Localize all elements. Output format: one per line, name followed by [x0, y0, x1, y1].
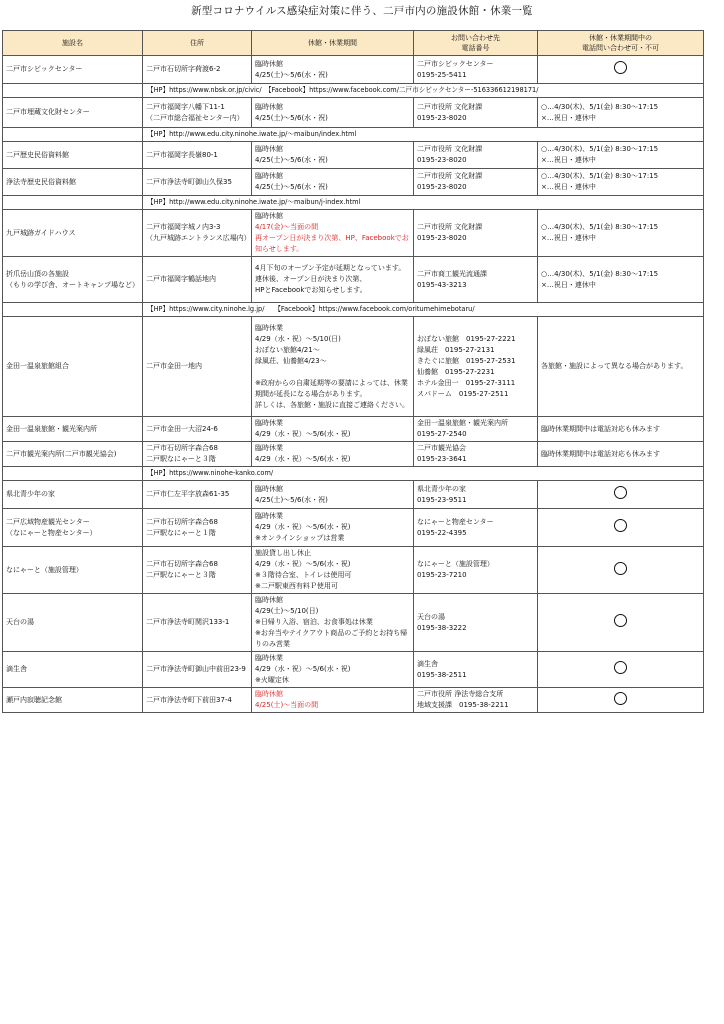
address-cell: 二戸市浄法寺町下前田37-4 — [143, 688, 252, 713]
facility-name-cell: 二戸歴史民俗資料館 — [3, 142, 143, 169]
period-cell — [252, 652, 414, 688]
website-link[interactable]: 【HP】http://www.edu.city.ninohe.iwate.jp/～maibun/index.html — [143, 128, 704, 142]
phone-availability-cell: ○…4/30(木)、5/1(金) 8:30～17:15 ×…祝日・連休中 — [538, 98, 704, 128]
period-text: 臨時休業 4/29（水・祝）～5/6(水・祝) — [255, 444, 351, 463]
period-text: 臨時休業 4/29（水・祝）～5/6(水・祝) ※オンラインショップは営業 — [255, 512, 351, 542]
facility-name-cell: 折爪岳山頂の各施設 （もりの学び舎、オートキャンプ場など） — [3, 257, 143, 303]
period-text: 臨時休業 4/29（水・祝）～5/10(日) おぼない旅館4/21～ 緑風荘、仙養館4/23～ ※政府からの自粛延期等の要請によっては、休業期間が延長になる場合があります。 詳しくは、各旅館・施設に直接ご連絡ください。 — [255, 323, 409, 409]
address-cell: 二戸市浄法寺町関沢133-1 — [143, 594, 252, 652]
period-notice-text: 臨時休館 4/25(土)～当面の間 — [255, 690, 319, 709]
table-row — [3, 56, 704, 84]
website-link[interactable]: 【HP】https://www.ninohe-kanko.com/ — [143, 467, 704, 481]
period-cell — [252, 98, 414, 128]
phone-availability-cell: ○…4/30(木)、5/1(金) 8:30～17:15 ×…祝日・連休中 — [538, 210, 704, 257]
phone-availability-cell — [538, 481, 704, 509]
table-row — [3, 417, 704, 442]
table-row — [3, 688, 704, 713]
phone-availability-cell — [538, 547, 704, 594]
url-spacer-cell — [3, 467, 143, 481]
contact-cell: 二戸市シビックセンター 0195-25-5411 — [414, 56, 538, 84]
phone-availability-cell: ○…4/30(木)、5/1(金) 8:30～17:15 ×…祝日・連休中 — [538, 142, 704, 169]
facility-name-cell: 二戸市観光案内所(二戸市観光協会) — [3, 442, 143, 467]
period-cell — [252, 547, 414, 594]
address-cell: 二戸市金田一大沼24-6 — [143, 417, 252, 442]
period-cell — [252, 594, 414, 652]
phone-availability-cell — [538, 509, 704, 547]
circle-mark-icon — [614, 61, 627, 74]
contact-cell: 二戸市役所 文化財課 0195-23-8020 — [414, 142, 538, 169]
period-cell — [252, 169, 414, 196]
table-row — [3, 594, 704, 652]
address-cell: 二戸市福岡字八幡下11-1 （二戸市総合福祉センター内） — [143, 98, 252, 128]
address-cell: 二戸市金田一地内 — [143, 317, 252, 417]
table-row — [3, 652, 704, 688]
circle-mark-icon — [614, 486, 627, 499]
period-text: 臨時休館 4/25(土)～5/6(水・祝) — [255, 59, 328, 79]
facility-name-cell: 滴生舎 — [3, 652, 143, 688]
period-cell — [252, 481, 414, 509]
address-cell: 二戸市石切所字森合68 二戸駅なにゃーと３階 — [143, 442, 252, 467]
period-text: 臨時休業 4/29（水・祝）～5/6(水・祝) ※火曜定休 — [255, 654, 351, 684]
contact-cell: 二戸市役所 文化財課 0195-23-8020 — [414, 98, 538, 128]
facility-name-cell: 瀬戸内寂聴記念館 — [3, 688, 143, 713]
url-row — [3, 303, 704, 317]
website-link[interactable]: 【HP】http://www.edu.city.ninohe.iwate.jp/～maibun/j-index.html — [143, 196, 704, 210]
period-text: 臨時休館 4/29(土)～5/10(日) ※日帰り入浴、宿泊、お食事処は休業 ※お弁当やテイクアウト商品のご予約とお持ち帰りのみ営業 — [255, 596, 408, 648]
contact-cell: なにゃーと（施設管理） 0195-23-7210 — [414, 547, 538, 594]
facility-name-cell: 県北青少年の家 — [3, 481, 143, 509]
phone-availability-cell — [538, 56, 704, 84]
contact-cell: 二戸市商工観光流通課 0195-43-3213 — [414, 257, 538, 303]
contact-cell: 県北青少年の家 0195-23-9511 — [414, 481, 538, 509]
facility-table — [2, 30, 704, 713]
header-name: 施設名 — [3, 31, 143, 56]
phone-availability-cell: 臨時休業期間中は電話対応も休みます — [538, 417, 704, 442]
facility-name-cell: 二戸市シビックセンター — [3, 56, 143, 84]
table-row — [3, 169, 704, 196]
url-row — [3, 84, 704, 98]
table-header-row — [3, 31, 704, 56]
address-cell: 二戸市浄法寺町御山中前田23-9 — [143, 652, 252, 688]
period-text: 臨時休館 4/25(土)～5/6(水・祝) — [255, 102, 328, 122]
contact-cell: 二戸市役所 文化財課 0195-23-8020 — [414, 210, 538, 257]
header-address: 住所 — [143, 31, 252, 56]
contact-cell: 滴生舎 0195-38-2511 — [414, 652, 538, 688]
circle-mark-icon — [614, 519, 627, 532]
phone-availability-cell: 臨時休業期間中は電話対応も休みます — [538, 442, 704, 467]
contact-cell: 金田一温泉旅館・観光案内所 0195-27-2540 — [414, 417, 538, 442]
period-text: 施設貸し出し休止 4/29（水・祝）～5/6(水・祝) ※３階待合室、トイレは使用可 ※二戸駅東西有料Ｐ使用可 — [255, 549, 352, 590]
address-cell: 二戸市石切所字森合68 二戸駅なにゃーと３階 — [143, 547, 252, 594]
circle-mark-icon — [614, 692, 627, 705]
period-cell — [252, 210, 414, 257]
period-text: 臨時休館 4/25(土)～5/6(水・祝) — [255, 484, 328, 504]
address-cell: 二戸市石切所字森合68 二戸駅なにゃーと１階 — [143, 509, 252, 547]
website-link[interactable]: 【HP】https://www.nbsk.or.jp/civic/ 【Facebook】https://www.facebook.com/二戸市シビックセンター-516336612198171/ — [143, 84, 704, 98]
facility-name-cell: 浄法寺歴史民俗資料館 — [3, 169, 143, 196]
facility-name-cell: 金田一温泉旅館組合 — [3, 317, 143, 417]
contact-cell: 天台の湯 0195-38-3222 — [414, 594, 538, 652]
header-phone-ok: 休館・休業期間中の 電話問い合わせ可・不可 — [538, 31, 704, 56]
address-cell: 二戸市浄法寺町御山久保35 — [143, 169, 252, 196]
header-period: 休館・休業期間 — [252, 31, 414, 56]
period-text: 臨時休館 4/25(土)～5/6(水・祝) — [255, 145, 328, 164]
facility-name-cell: なにゃーと（施設管理） — [3, 547, 143, 594]
phone-availability-cell: 各旅館・施設によって異なる場合があります。 — [538, 317, 704, 417]
url-row — [3, 196, 704, 210]
circle-mark-icon — [614, 614, 627, 627]
period-cell — [252, 56, 414, 84]
phone-availability-cell: ○…4/30(木)、5/1(金) 8:30～17:15 ×…祝日・連休中 — [538, 257, 704, 303]
table-row — [3, 481, 704, 509]
contact-cell: 二戸市役所 文化財課 0195-23-8020 — [414, 169, 538, 196]
url-row — [3, 128, 704, 142]
period-notice-text: 4/17(金)～当面の間 再オープン日が決まり次第、HP、Facebookでお知らせします。 — [255, 223, 409, 253]
facility-name-cell: 金田一温泉旅館・観光案内所 — [3, 417, 143, 442]
facility-name-cell: 二戸市埋蔵文化財センター — [3, 98, 143, 128]
contact-cell: 二戸市役所 浄法寺総合支所 地域支援課 0195-38-2211 — [414, 688, 538, 713]
table-row — [3, 142, 704, 169]
contact-cell: おぼない旅館 0195-27-2221 緑風荘 0195-27-2131 きたぐに旅館 0195-27-2531 仙養館 0195-27-2231 ホテル金田一 0195-27-3111 スパドーム 0195-27-2511 — [414, 317, 538, 417]
table-row — [3, 317, 704, 417]
circle-mark-icon — [614, 661, 627, 674]
address-cell: 二戸市仁左平字放森61-35 — [143, 481, 252, 509]
table-row — [3, 257, 704, 303]
url-spacer-cell — [3, 303, 143, 317]
period-cell — [252, 142, 414, 169]
period-text: 4月下旬のオープン予定が延期となっています。 連休後、オープン日が決まり次第、 HPとFacebookでお知らせします。 — [255, 264, 406, 294]
url-spacer-cell — [3, 84, 143, 98]
period-cell — [252, 509, 414, 547]
address-cell: 二戸市石切所字荷渡6-2 — [143, 56, 252, 84]
website-link[interactable]: 【HP】https://www.city.ninohe.lg.jp/ 【Facebook】https://www.facebook.com/oritumehimebotaru/ — [143, 303, 704, 317]
facility-name-cell: 二戸広域物産観光センター （なにゃーと物産センター） — [3, 509, 143, 547]
phone-availability-cell — [538, 688, 704, 713]
address-cell: 二戸市福岡字長嶺80-1 — [143, 142, 252, 169]
period-cell — [252, 688, 414, 713]
page-title: 新型コロナウイルス感染症対策に伴う、二戸市内の施設休館・休業一覧 — [191, 5, 533, 17]
facility-name-cell: 天台の湯 — [3, 594, 143, 652]
facility-name-cell: 九戸城跡ガイドハウス — [3, 210, 143, 257]
url-row — [3, 467, 704, 481]
phone-availability-cell: ○…4/30(木)、5/1(金) 8:30～17:15 ×…祝日・連休中 — [538, 169, 704, 196]
address-cell: 二戸市福岡字城ノ内3-3 （九戸城跡エントランス広場内） — [143, 210, 252, 257]
table-row — [3, 210, 704, 257]
url-spacer-cell — [3, 128, 143, 142]
period-cell — [252, 257, 414, 303]
period-text: 臨時休館 — [255, 212, 283, 220]
period-cell — [252, 317, 414, 417]
table-body — [3, 56, 704, 713]
contact-cell: なにゃーと物産センター 0195-22-4395 — [414, 509, 538, 547]
circle-mark-icon — [614, 562, 627, 575]
table-row — [3, 442, 704, 467]
address-cell: 二戸市福岡字鶴話地内 — [143, 257, 252, 303]
table-row — [3, 98, 704, 128]
contact-cell: 二戸市観光協会 0195-23-3641 — [414, 442, 538, 467]
phone-availability-cell — [538, 652, 704, 688]
period-text: 臨時休館 4/25(土)～5/6(水・祝) — [255, 172, 328, 191]
period-text: 臨時休業 4/29（水・祝）～5/6(水・祝) — [255, 419, 351, 438]
url-spacer-cell — [3, 196, 143, 210]
table-row — [3, 547, 704, 594]
period-cell — [252, 442, 414, 467]
phone-availability-cell — [538, 594, 704, 652]
header-contact: お問い合わせ先 電話番号 — [414, 31, 538, 56]
table-row — [3, 509, 704, 547]
period-cell — [252, 417, 414, 442]
